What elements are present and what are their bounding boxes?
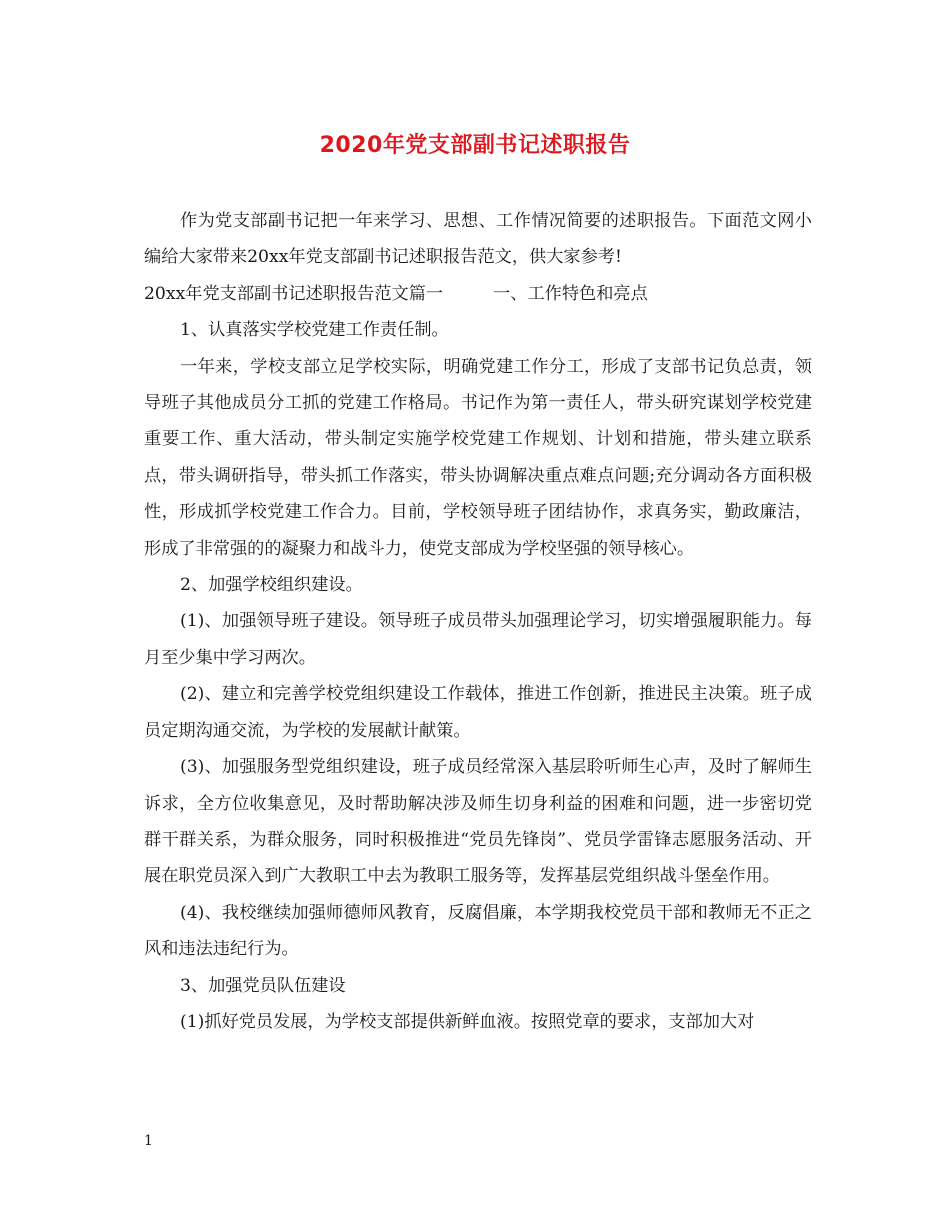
item-heading-2: 2、加强学校组织建设。: [180, 575, 363, 596]
sub-item-2: (2)、建立和完善学校党组织建设工作载体，推进工作创新，推进民主决策。班子成员定期沟通交流，为学校的发展献计献策。: [144, 684, 812, 741]
item-heading-3: 3、加强党员队伍建设: [180, 975, 346, 996]
sub-item-3: (3)、加强服务型党组织建设，班子成员经常深入基层聆听师生心声，及时了解师生诉求，全方位收集意见，及时帮助解决涉及师生切身利益的困难和问题，进一步密切党群干群关系，为群众服务，同时积极推进“党员先锋岗”、党员学雷锋志愿服务活动、开展在职党员深入到广大教职工中去为教职工服务等，发挥基层党组织战斗堡垒作用。: [144, 757, 812, 887]
article-heading: 20xx年党支部副书记述职报告范文篇一: [144, 283, 444, 304]
page-number: 1: [144, 1133, 153, 1149]
body-paragraph-1: 一年来，学校支部立足学校实际，明确党建工作分工，形成了支部书记负总责，领导班子其他成员分工抓的党建工作格局。书记作为第一责任人，带头研究谋划学校党建重要工作、重大活动，带头制定实施学校党建工作规划、计划和措施，带头建立联系点，带头调研指导，带头抓工作落实，带头协调解决重点难点问题;充分调动各方面积极性，形成抓学校党建工作合力。目前，学校领导班子团结协作，求真务实，勤政廉洁，形成了非常强的的凝聚力和战斗力，使党支部成为学校坚强的领导核心。: [144, 356, 812, 559]
document-body: [144, 203, 812, 1040]
sub-item-1: (1)、加强领导班子建设。领导班子成员带头加强理论学习，切实增强履职能力。每月至少集中学习两次。: [144, 611, 812, 668]
sub-item-4: (4)、我校继续加强师德师风教育，反腐倡廉，本学期我校党员干部和教师无不正之风和违法违纪行为。: [144, 902, 812, 960]
intro-paragraph: 作为党支部副书记把一年来学习、思想、工作情况简要的述职报告。下面范文网小编给大家带来20xx年党支部副书记述职报告范文，供大家参考!: [144, 211, 812, 268]
document-title: 2020年党支部副书记述职报告: [319, 133, 631, 158]
section-heading-line: [144, 276, 812, 312]
item-heading-1: 1、认真落实学校党建工作责任制。: [180, 320, 449, 341]
section-heading: 一、工作特色和亮点: [493, 283, 648, 304]
sub-item-5: (1)抓好党员发展，为学校支部提供新鲜血液。按照党章的要求，支部加大对: [180, 1011, 755, 1032]
